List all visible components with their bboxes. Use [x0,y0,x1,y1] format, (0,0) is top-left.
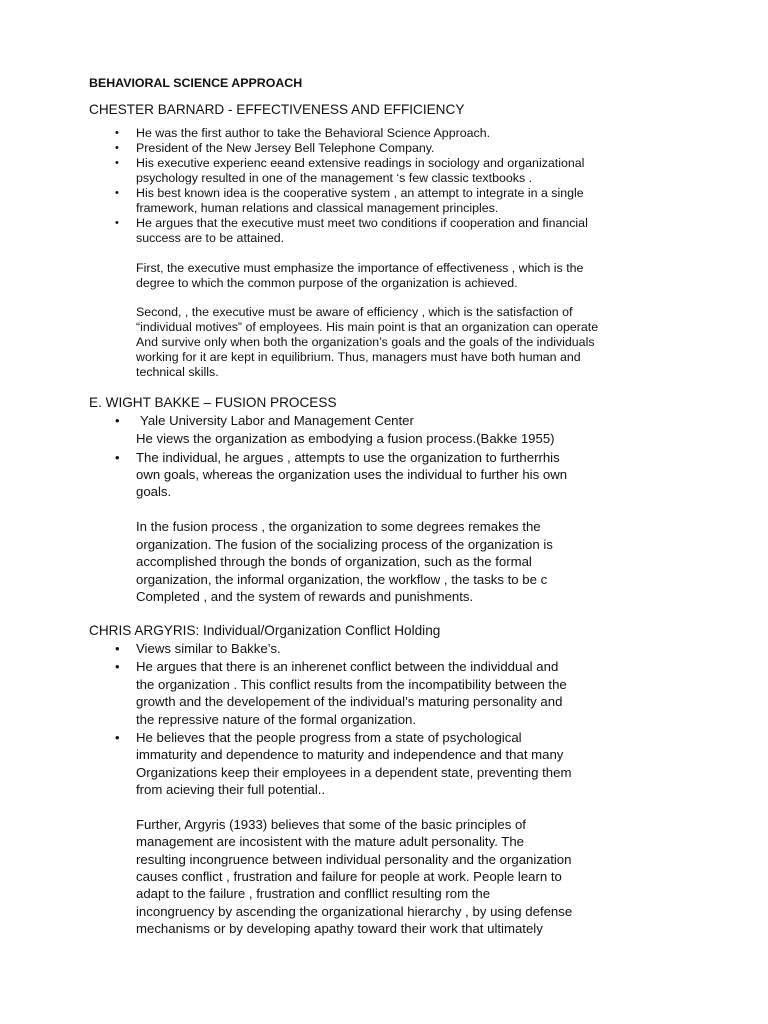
barnard-line: framework, human relations and classical management principles. [136,201,499,215]
bakke-line: own goals, whereas the organization uses the individual to further his own [136,467,568,482]
barnard-line: He argues that the executive must meet two conditions if cooperation and financial [136,216,588,230]
argyris-line: adapt to the failure , frustration and confllict resulting rom the [136,886,491,901]
argyris-line: immaturity and dependence to maturity and independence and that many [136,747,564,762]
bakke-line: In the fusion process , the organization to some degrees remakes the [136,519,541,534]
bullet-icon: • [115,450,120,465]
argyris-line: from acieving their full potential.. [136,782,326,797]
argyris-line: causes conflict , frustration and failure for people at work. People learn to [136,869,562,884]
bakke-line: organization. The fusion of the socializing process of the organization is [136,537,553,552]
barnard-line: “individual motives” of employees. His main point is that an organization can operate [136,320,599,334]
bakke-line: organization, the informal organization, the workflow , the tasks to be c [136,572,548,587]
barnard-line: He was the first author to take the Behavioral Science Approach. [136,126,491,140]
bullet-icon: • [115,413,120,428]
barnard-line: degree to which the common purpose of the organization is achieved. [136,276,518,290]
barnard-line: technical skills. [136,365,219,379]
barnard-line: psychology resulted in one of the management ‘s few classic textbooks . [136,171,533,185]
argyris-line: resulting incongruence between individual personality and the organization [136,852,572,867]
barnard-line: success are to be attained. [136,231,285,245]
argyris-line: Further, Argyris (1933) believes that some of the basic principles of [136,817,526,832]
bakke-heading: E. WIGHT BAKKE – FUSION PROCESS [89,395,337,410]
argyris-line: Views similar to Bakke’s. [136,641,281,656]
bullet-icon: • [115,659,120,674]
argyris-line: growth and the developement of the individual’s maturing personality and [136,694,563,709]
bakke-line: goals. [136,484,172,499]
bullet-icon: • [115,157,119,169]
barnard-line: His executive experienc eeand extensive readings in sociology and organizational [136,156,585,170]
argyris-heading: CHRIS ARGYRIS: Individual/Organization Conflict Holding [89,623,441,638]
barnard-heading: CHESTER BARNARD - EFFECTIVENESS AND EFFICIENCY [89,102,465,117]
document-title: BEHAVIORAL SCIENCE APPROACH [89,76,303,90]
bakke-line: He views the organization as embodying a fusion process.(Bakke 1955) [136,431,555,446]
bakke-line: The individual, he argues , attempts to use the organization to furtherrhis [136,450,560,465]
argyris-line: the repressive nature of the formal organization. [136,712,417,727]
bakke-line: Yale University Labor and Management Center [140,413,414,428]
barnard-line: His best known idea is the cooperative system , an attempt to integrate in a single [136,186,584,200]
bullet-icon: • [115,641,120,656]
barnard-line: working for it are kept in equilibrium. Thus, managers must have both human and [136,350,581,364]
bakke-line: Completed , and the system of rewards and punishments. [136,589,474,604]
barnard-line: First, the executive must emphasize the importance of effectiveness , which is the [136,261,584,275]
bullet-icon: • [115,142,119,154]
barnard-line: And survive only when both the organization’s goals and the goals of the individuals [136,335,595,349]
barnard-line: Second, , the executive must be aware of efficiency , which is the satisfaction of [136,305,573,319]
argyris-line: management are incosistent with the mature adult personality. The [136,834,525,849]
argyris-line: the organization . This conflict results from the incompatibility between the [136,677,567,692]
bullet-icon: • [115,127,119,139]
argyris-line: He believes that the people progress from a state of psychological [136,730,522,745]
argyris-line: mechanisms or by developing apathy toward their work that ultimately [136,921,543,936]
bullet-icon: • [115,730,120,745]
barnard-line: President of the New Jersey Bell Telephone Company. [136,141,435,155]
argyris-line: incongruency by ascending the organizational hierarchy , by using defense [136,904,573,919]
bakke-line: accomplished through the bonds of organization, such as the formal [136,554,532,569]
bullet-icon: • [115,187,119,199]
argyris-line: Organizations keep their employees in a dependent state, preventing them [136,765,572,780]
bullet-icon: • [115,217,119,229]
argyris-line: He argues that there is an inherenet conflict between the individdual and [136,659,559,674]
